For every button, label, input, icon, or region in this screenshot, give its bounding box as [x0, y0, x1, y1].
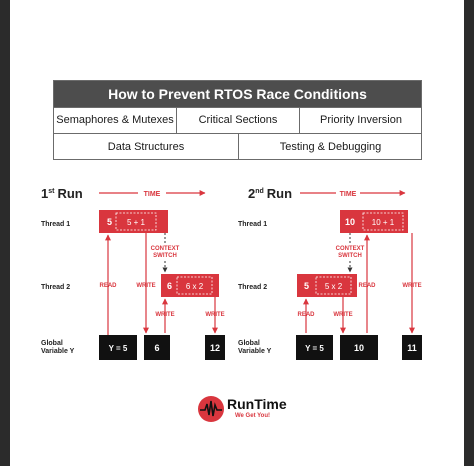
- thread1-row-label: Thread 1: [41, 221, 71, 228]
- thread1-value: 10: [345, 217, 356, 227]
- topic-semaphores-mutexes: Semaphores & Mutexes: [56, 114, 174, 126]
- topic-testing-debugging: Testing & Debugging: [279, 140, 382, 153]
- page-title: How to Prevent RTOS Race Conditions: [54, 81, 421, 107]
- read-label: READ: [297, 312, 315, 318]
- write-label: WRITE: [136, 283, 156, 289]
- page-canvas: [10, 0, 464, 466]
- logo-tagline: We Get You!: [235, 413, 271, 419]
- run-title: 2nd Run: [248, 186, 293, 201]
- result-value: 12: [209, 343, 221, 353]
- waveform-logo-icon: [197, 395, 225, 423]
- thread2-operation: 6 x 2: [185, 282, 204, 291]
- run-1: [41, 186, 225, 360]
- topic-priority-inversion: Priority Inversion: [320, 114, 402, 126]
- time-label: TIME: [339, 191, 357, 198]
- thread1-row-label: Thread 1: [238, 221, 268, 228]
- thread2-value: 5: [304, 281, 310, 291]
- run-title: 1st Run: [41, 186, 83, 201]
- write-label: WRITE: [155, 312, 175, 318]
- run-2: [248, 186, 422, 360]
- context-switch-label: SWITCH: [338, 253, 362, 259]
- global-initial-value: Y = 5: [108, 344, 128, 353]
- runtime-logo: [197, 395, 287, 425]
- write-label: WRITE: [205, 312, 225, 318]
- global-row-label: Variable Y: [41, 348, 75, 355]
- result-value: 6: [154, 343, 160, 353]
- global-row-label: Global: [238, 340, 260, 347]
- time-label: TIME: [143, 191, 161, 198]
- read-label: READ: [99, 283, 117, 289]
- thread1-operation: 5 + 1: [126, 218, 146, 227]
- global-row-label: Variable Y: [238, 348, 272, 355]
- thread1-operation: 10 + 1: [371, 218, 395, 227]
- result-value: 10: [353, 343, 365, 353]
- global-row-label: Global: [41, 340, 63, 347]
- topic-data-structures: Data Structures: [107, 140, 185, 153]
- thread2-row-label: Thread 2: [41, 284, 71, 291]
- write-label: WRITE: [402, 283, 422, 289]
- context-switch-label: CONTEXT: [150, 246, 180, 252]
- read-label: READ: [358, 283, 376, 289]
- global-initial-value: Y = 5: [305, 344, 324, 353]
- write-label: WRITE: [333, 312, 353, 318]
- context-switch-label: CONTEXT: [335, 246, 365, 252]
- logo-name: RunTime: [227, 396, 287, 412]
- thread2-operation: 5 x 2: [324, 282, 343, 291]
- thread2-row-label: Thread 2: [238, 284, 268, 291]
- result-value: 11: [407, 343, 417, 353]
- thread2-value: 6: [167, 281, 173, 291]
- context-switch-label: SWITCH: [153, 253, 177, 259]
- topic-critical-sections: Critical Sections: [198, 114, 278, 126]
- thread1-value: 5: [107, 217, 113, 227]
